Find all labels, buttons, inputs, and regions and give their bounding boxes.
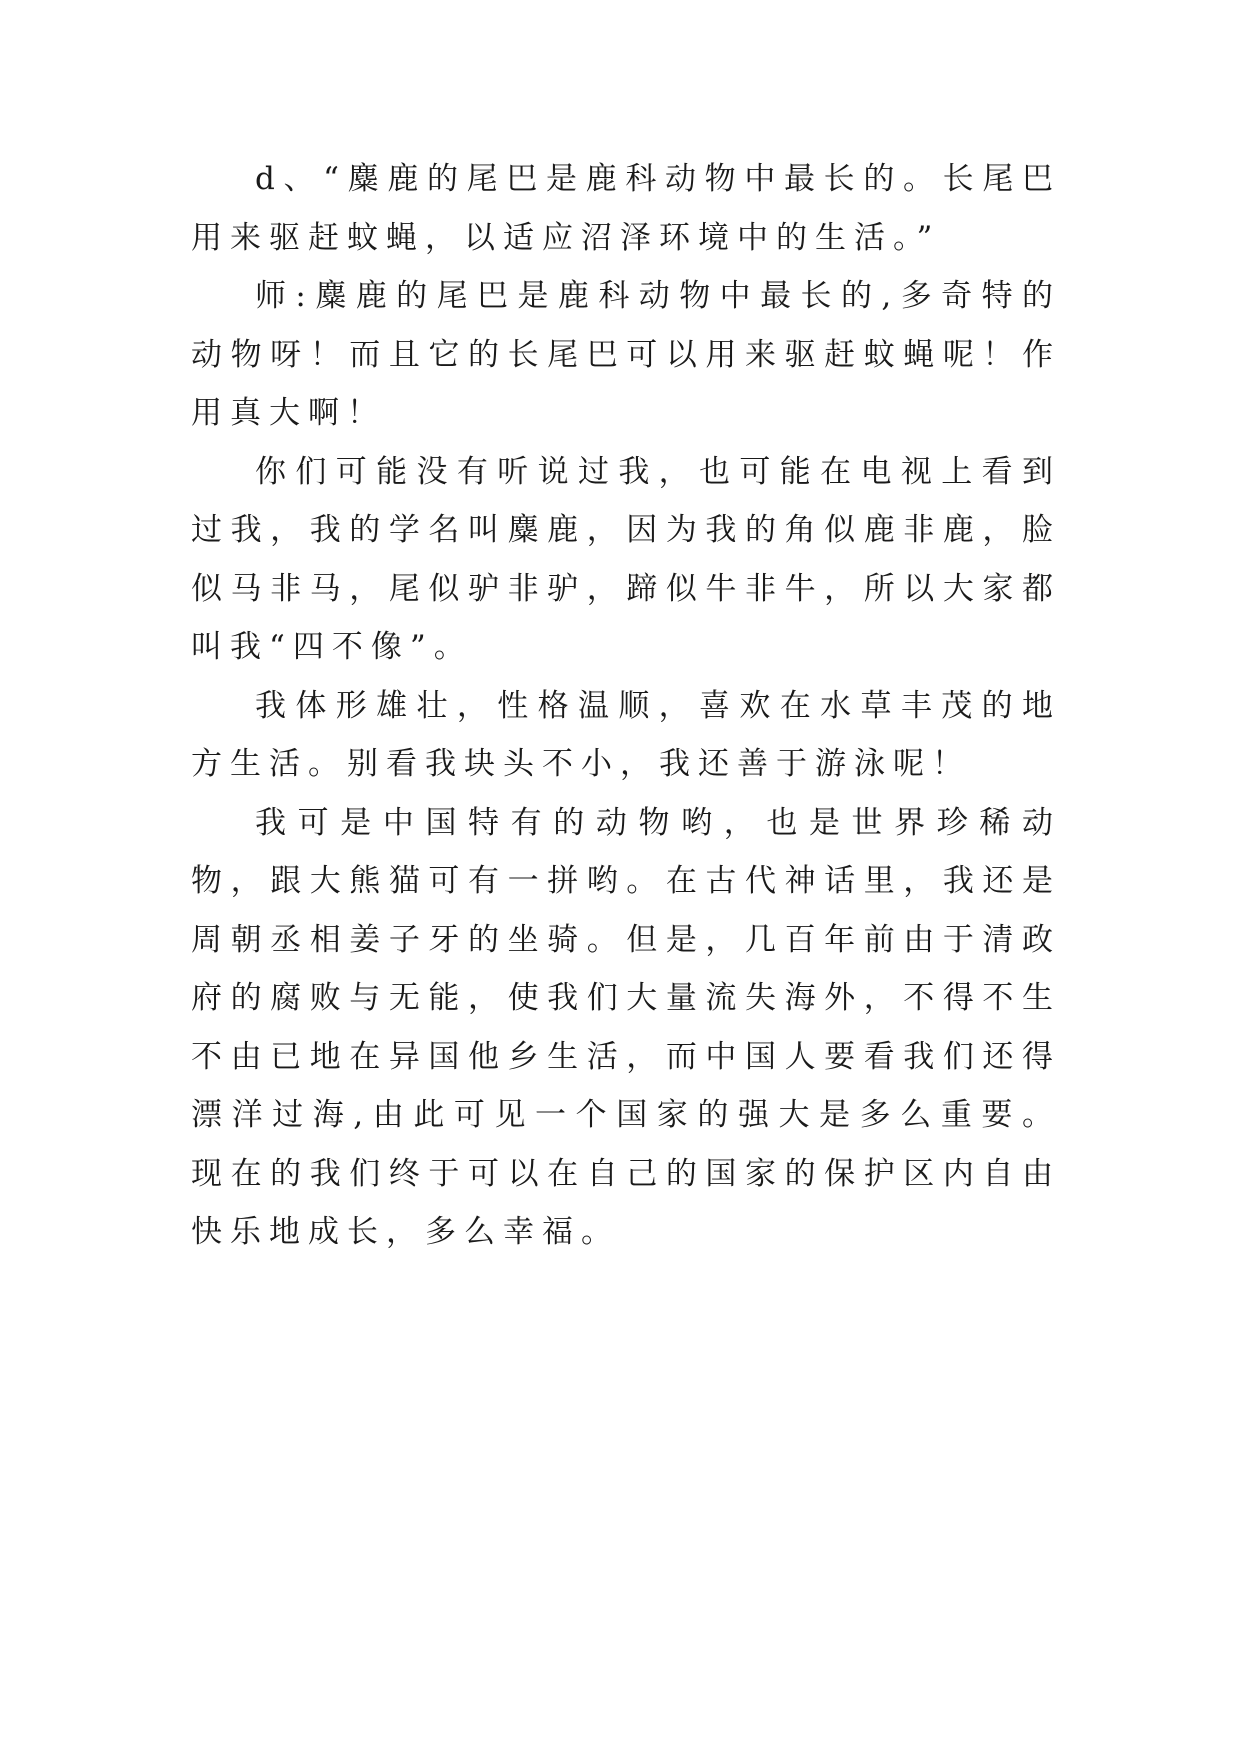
- paragraph-history: 我可是中国特有的动物哟，也是世界珍稀动物，跟大熊猫可有一拼哟。在古代神话里，我还是周朝丞相姜子牙的坐骑。但是，几百年前由于清政府的腐败与无能，使我们大量流失海外，不得不生不由已地在异国他乡生活，而中国人要看我们还得漂洋过海,由此可见一个国家的强大是多么重要。现在的我们终于可以在自己的国家的保护区内自由快乐地成长，多么幸福。: [191, 804, 1061, 1250]
- document-body: [191, 150, 1061, 1262]
- paragraph-introduction: 你们可能没有听说过我，也可能在电视上看到过我，我的学名叫麋鹿，因为我的角似鹿非鹿，脸似马非马，尾似驴非驴，蹄似牛非牛，所以大家都叫我“四不像”。: [191, 453, 1061, 665]
- paragraph-appearance: 我体形雄壮，性格温顺，喜欢在水草丰茂的地方生活。别看我块头不小，我还善于游泳呢！: [191, 687, 1061, 782]
- paragraph-teacher-comment: 师:麋鹿的尾巴是鹿科动物中最长的,多奇特的动物呀！而且它的长尾巴可以用来驱赶蚊蝇呢！作用真大啊！: [191, 278, 1061, 431]
- paragraph-d-quote: d、“麋鹿的尾巴是鹿科动物中最长的。长尾巴用来驱赶蚊蝇，以适应沼泽环境中的生活。”: [191, 161, 1061, 256]
